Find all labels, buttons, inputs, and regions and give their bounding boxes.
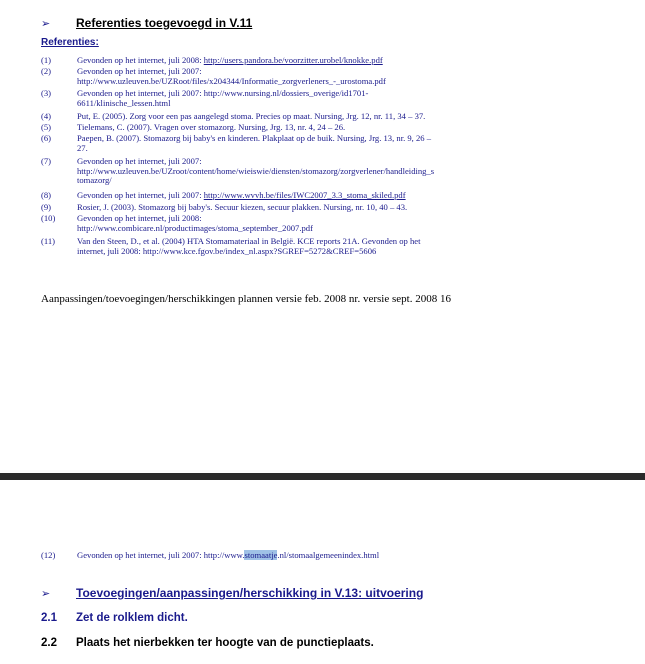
reference-link[interactable]: http://users.pandora.be/voorzitter.urobel/knokke.pdf: [203, 55, 383, 65]
reference-text: [77, 237, 527, 256]
reference-number: (7): [41, 156, 52, 166]
reference-line-text: tomazorg/: [77, 175, 112, 186]
reference-text: [77, 67, 527, 86]
reference-line: [77, 203, 527, 213]
reference-text: [77, 56, 527, 66]
page-footer: Aanpassingen/toevoegingen/herschikkingen plannen versie feb. 2008 nr. versie sept. 2008 16: [41, 293, 451, 305]
reference-line: [77, 56, 527, 66]
reference-line-text: Gevonden op het internet, juli 2007:: [77, 66, 202, 76]
reference-line-text: Rosier, J. (2003). Stomazorg bij baby's. Secuur kiezen, secuur plakken. Nursing, nr. 10, 40 – 43.: [77, 202, 408, 212]
reference-line-text: Gevonden op het internet, juli 2008:: [77, 213, 202, 223]
reference-number: (6): [41, 133, 52, 143]
reference-line: [77, 112, 527, 122]
reference-line-text: Gevonden op het internet, juli 2007:: [77, 190, 204, 200]
reference-number: (10): [41, 213, 56, 223]
reference-line-text: internet, juli 2008: http://www.kce.fgov.be/index_nl.aspx?SGREF=5272&CREF=5606: [77, 245, 377, 256]
reference-line-text: Gevonden op het internet, juli 2007: http://www.nursing.nl/dossiers_overige/id1701-: [77, 88, 369, 98]
reference-line: [77, 144, 527, 154]
arrow-bullet-icon: ➢: [41, 587, 51, 600]
reference-text-suffix: .nl/stomaalgemeenindex.html: [277, 550, 380, 560]
reference-line: [77, 77, 527, 87]
reference-line-text: 27.: [77, 142, 88, 153]
reference-line: [77, 134, 527, 144]
reference-text: [77, 134, 527, 153]
reference-number: (3): [41, 88, 52, 98]
step-text: Plaats het nierbekken ter hoogte van de punctieplaats.: [76, 637, 374, 649]
reference-text: [77, 89, 527, 108]
reference-text: [77, 214, 527, 233]
reference-text: [77, 551, 527, 561]
reference-line-text: Gevonden op het internet, juli 2008:: [77, 55, 204, 65]
step-text: Zet de rolklem dicht.: [76, 612, 188, 624]
step-number: 2.1: [41, 612, 57, 624]
reference-number: (9): [41, 202, 52, 212]
reference-number: (4): [41, 111, 52, 121]
reference-text: [77, 157, 527, 186]
section-heading: Referenties toegevoegd in V.11: [76, 16, 253, 30]
reference-line-text: Van den Steen, D., et al. (2004) HTA Stomamateriaal in België. KCE reports 21A. Gevonden op het: [77, 236, 421, 246]
step-number: 2.2: [41, 637, 57, 649]
reference-line-text: 6611/klinische_lessen.html: [77, 97, 171, 108]
reference-line-text: Tielemans, C. (2007). Vragen over stomazorg. Nursing, Jrg. 13, nr. 4, 24 – 26.: [77, 122, 346, 132]
reference-number: (8): [41, 190, 52, 200]
reference-number: (5): [41, 122, 52, 132]
reference-text: [77, 112, 527, 122]
reference-line-text: http://www.uzleuven.be/UZroot/content/home/wieiswie/diensten/stomazorg/zorgverlener/handleiding_s: [77, 165, 435, 176]
reference-link[interactable]: http://www.wvvh.be/files/IWC2007_3.3_stoma_skiled.pdf: [203, 190, 406, 200]
reference-number: (11): [41, 236, 55, 246]
reference-line: [77, 167, 527, 177]
reference-line: [77, 191, 527, 201]
reference-text: [77, 123, 527, 133]
reference-line-text: http://www.combicare.nl/productimages/stoma_september_2007.pdf: [77, 222, 313, 233]
highlighted-text[interactable]: stomaatje: [244, 550, 278, 560]
reference-number: (1): [41, 55, 52, 65]
page-break-divider: [0, 473, 645, 480]
reference-line-text: Put, E. (2005). Zorg voor een pas aangelegd stoma. Precies op maat. Nursing, Jrg. 12, nr. 11, 34 – 37.: [77, 111, 426, 121]
reference-line-text: Gevonden op het internet, juli 2007:: [77, 156, 202, 166]
reference-line-text: Paepen, B. (2007). Stomazorg bij baby's en kinderen. Plakplaat op de buik. Nursing, Jrg. 13, nr. 9, 26 –: [77, 133, 432, 143]
reference-line-text: http://www.uzleuven.be/UZRoot/files/x204344/Informatie_zorgverleners_-_urostoma.pdf: [77, 75, 386, 86]
reference-line: [77, 123, 527, 133]
reference-text: [77, 191, 527, 201]
reference-line: [77, 247, 527, 257]
reference-number: (12): [41, 550, 56, 560]
section-heading-v13: Toevoegingen/aanpassingen/herschikking in V.13: uitvoering: [76, 586, 424, 600]
reference-line: [77, 99, 527, 109]
arrow-bullet-icon: ➢: [41, 17, 51, 30]
reference-text: [77, 203, 527, 213]
references-subheading: Referenties:: [41, 37, 99, 48]
reference-number: (2): [41, 66, 52, 76]
reference-text-prefix: Gevonden op het internet, juli 2007: http://www.: [77, 550, 245, 560]
reference-line: [77, 176, 527, 186]
reference-line: [77, 224, 527, 234]
